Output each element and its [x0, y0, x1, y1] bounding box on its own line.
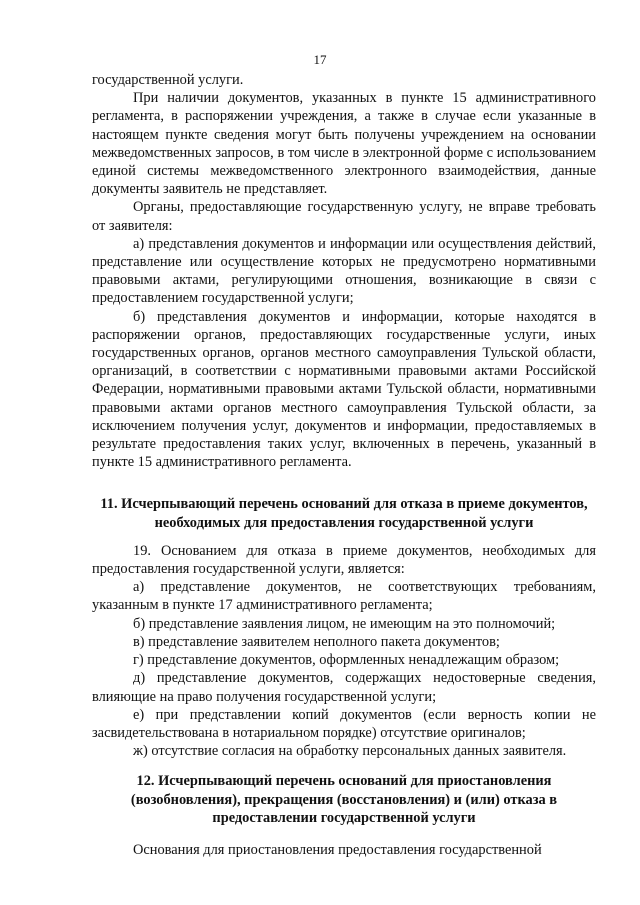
list-item: д) представление документов, содержащих недостоверные сведения, влияющие на право получения государственной услуги;: [92, 670, 596, 705]
document-body: [92, 71, 596, 859]
paragraph: Основания для приостановления предоставления государственной: [133, 841, 542, 858]
list-item: г) представление документов, оформленных ненадлежащим образом;: [133, 652, 560, 669]
list-item: а) представления документов и информации или осуществления действий, представление или осуществление которых не предусмотрено нормативными правовыми актами, регулирующими отношения, возникающие в связи с предоставлением государственной услуги;: [92, 235, 596, 307]
list-item: е) при представлении копий документов (если верность копии не засвидетельствована в нотариальном порядке) отсутствие оригиналов;: [92, 706, 596, 741]
paragraph: При наличии документов, указанных в пункте 15 административного регламента, в распоряжении учреждения, а также в случае если указанные в настоящем пункте сведения могут быть получены учреждением на основании межведомственных запросов, в том числе в электронной форме с использованием единой системы межведомственного электронного взаимодействия, данные документы заявитель не представляет.: [92, 90, 596, 198]
list-item: ж) отсутствие согласия на обработку персональных данных заявителя.: [133, 743, 567, 760]
list-item: а) представление документов, не соответствующих требованиям, указанным в пункте 17 административного регламента;: [92, 579, 596, 614]
list-item: в) представление заявителем неполного пакета документов;: [133, 633, 500, 650]
page-number: 17: [313, 52, 327, 67]
section-11-heading: 11. Исчерпывающий перечень оснований для отказа в приеме документов, необходимых для предоставления государственной услуги: [100, 496, 588, 531]
list-item: б) представления документов и информации, которые находятся в распоряжении органов, предоставляющих государственные услуги, иных государственных органов, органов местного самоуправления Тульской области, организаций, в соответствии с нормативными правовыми актами Российской Федерации, нормативными правовыми актами Тульской области, нормативными правовыми актами органов местного самоуправления Тульской области, за исключением получения услуг, документов и информации, предоставляемых в результате предоставления таких услуг, включенных в перечень, указанный в пункте 15 административного регламента.: [92, 308, 596, 471]
paragraph: государственной услуги.: [92, 72, 244, 88]
paragraph: Органы, предоставляющие государственную услугу, не вправе требовать от заявителя:: [92, 199, 596, 234]
list-item: б) представление заявления лицом, не имеющим на это полномочий;: [133, 615, 556, 632]
section-12-heading: 12. Исчерпывающий перечень оснований для приостановления (возобновления), прекращения (восстановления) и (или) отказа в предоставлении государственной услуги: [130, 773, 558, 826]
paragraph: 19. Основанием для отказа в приеме документов, необходимых для предоставления государственной услуги, является:: [92, 542, 596, 578]
